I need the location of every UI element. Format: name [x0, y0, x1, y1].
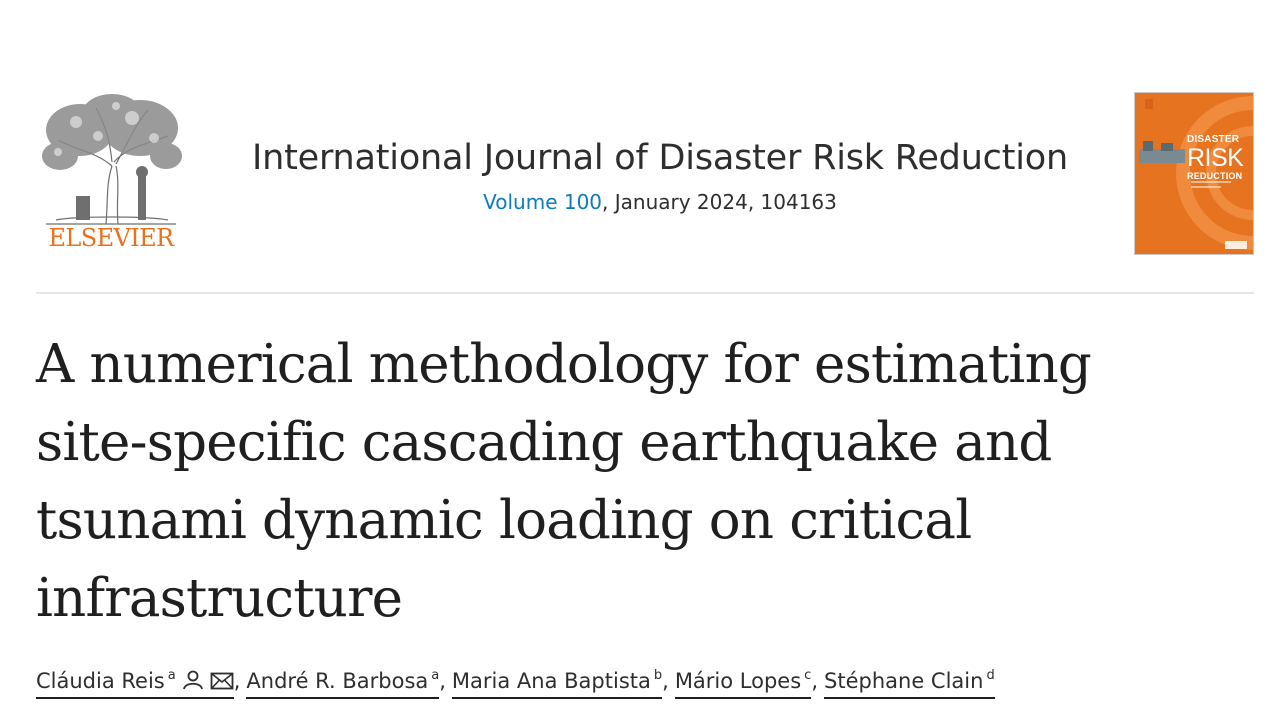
article-header	[0, 0, 1280, 292]
author-link[interactable]	[675, 668, 812, 699]
title-line: A numerical methodology for estimating	[36, 334, 1092, 395]
author-link[interactable]	[824, 668, 995, 699]
cover-title-line2: RISK	[1187, 144, 1244, 172]
author-name: Cláudia Reis	[36, 669, 165, 693]
title-line: infrastructure	[36, 568, 403, 629]
author-affiliation: a	[431, 668, 440, 683]
cover-title-line1: DISASTER	[1187, 134, 1240, 145]
author-separator: ,	[439, 669, 446, 693]
header-divider	[36, 292, 1254, 294]
author-separator: ,	[233, 669, 241, 693]
author-affiliation: c	[804, 668, 812, 683]
author-separator: ,	[811, 669, 819, 693]
author-affiliation: a	[167, 668, 176, 683]
author-link[interactable]	[452, 668, 662, 699]
cover-title-line3: REDUCTION	[1187, 171, 1243, 181]
author-separator: ,	[662, 669, 669, 693]
author-affiliation: d	[986, 668, 995, 683]
volume-link[interactable]: Volume 100	[483, 190, 603, 214]
journal-block	[200, 138, 1120, 214]
title-line: site-specific cascading earthquake and	[36, 412, 1052, 473]
author-name: Mário Lopes	[674, 669, 802, 693]
author-link[interactable]	[36, 668, 234, 699]
envelope-icon	[210, 672, 234, 690]
issue-line	[200, 190, 1120, 214]
author-list	[36, 668, 1266, 699]
title-line: tsunami dynamic loading on critical	[36, 490, 972, 551]
author-name: Stéphane Clain	[824, 669, 984, 693]
issue-details: , January 2024, 104163	[602, 190, 837, 214]
cover-title	[1187, 135, 1243, 181]
person-icon	[182, 670, 204, 690]
journal-cover-thumbnail[interactable]	[1134, 92, 1254, 255]
journal-title[interactable]: International Journal of Disaster Risk Reduction	[252, 138, 1068, 178]
author-name: Maria Ana Baptista	[451, 669, 651, 693]
publisher-name: ELSEVIER	[48, 224, 174, 252]
article-title	[36, 326, 1236, 638]
author-affiliation: b	[653, 668, 663, 683]
author-name: André R. Barbosa	[246, 669, 429, 693]
publisher-logo[interactable]	[36, 92, 186, 258]
tree-logo-icon	[36, 92, 186, 226]
author-link[interactable]	[246, 668, 439, 699]
